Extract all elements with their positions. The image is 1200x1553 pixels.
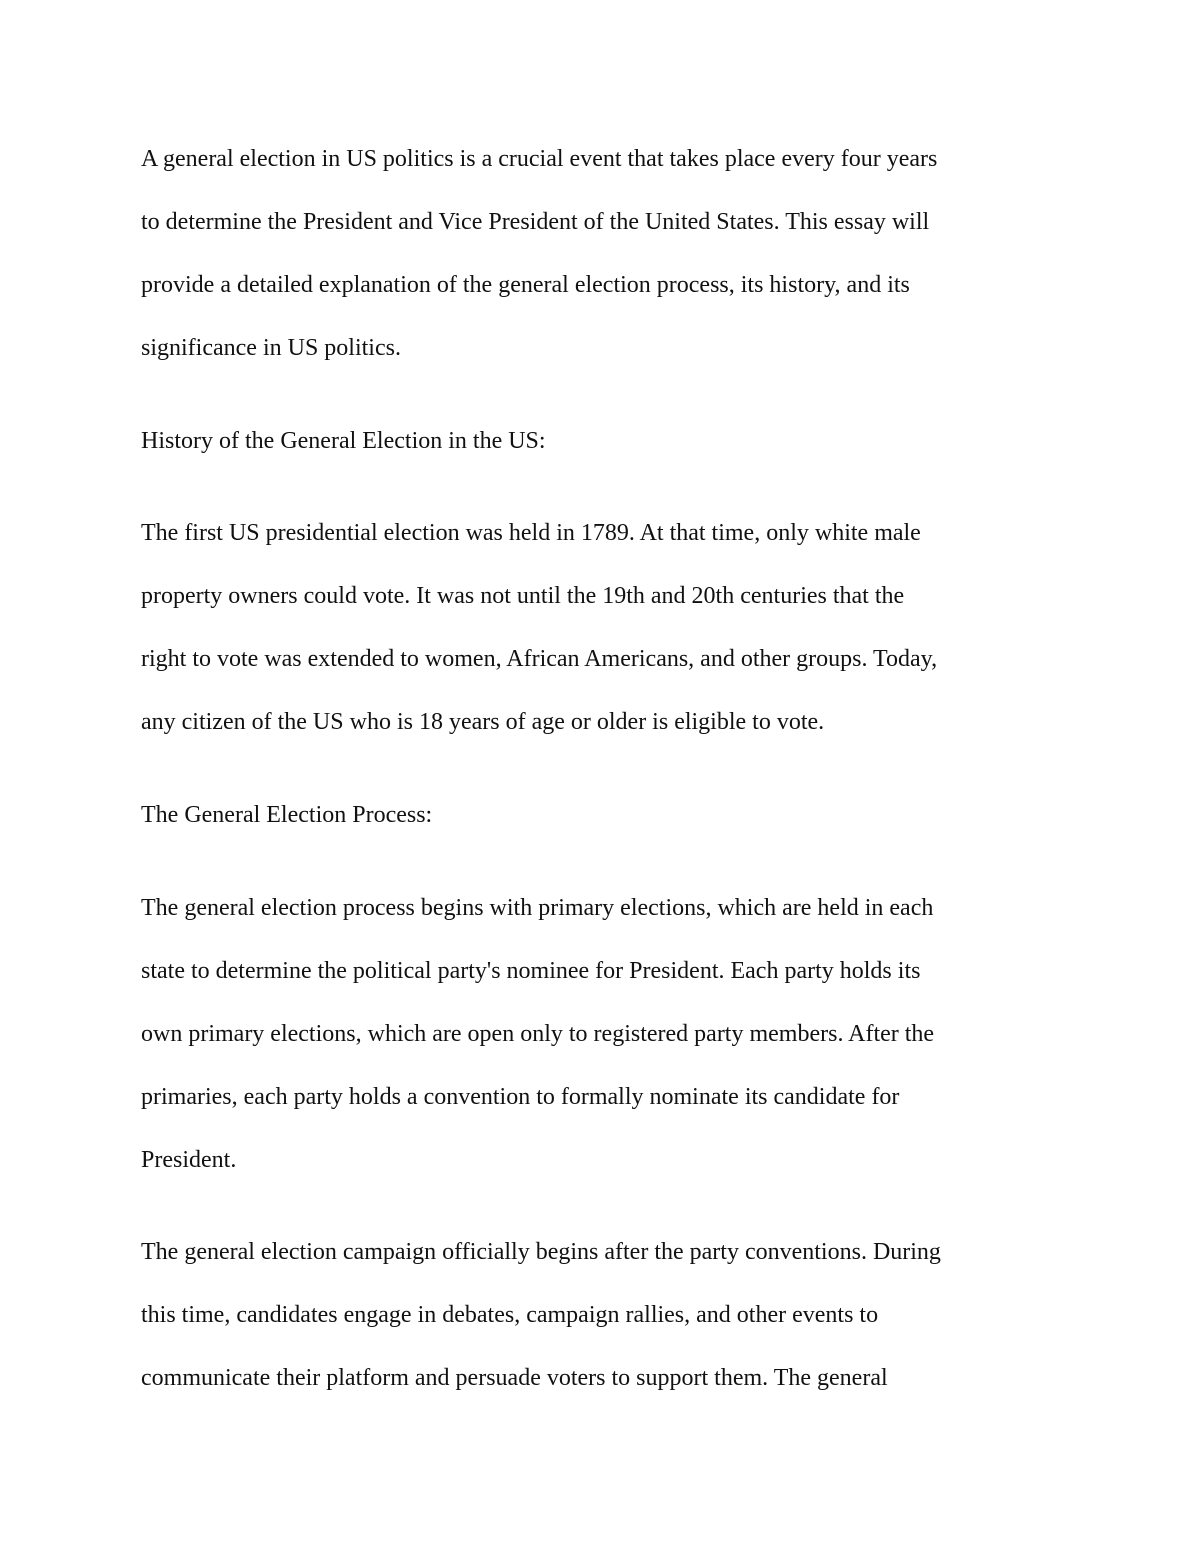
essay-line: own primary elections, which are open only to registered party members. After the <box>141 1021 935 1047</box>
essay-line: The general election process begins with primary elections, which are held in each <box>141 895 934 921</box>
essay-line: state to determine the political party's nominee for President. Each party holds its <box>141 958 921 984</box>
essay-line: significance in US politics. <box>141 335 401 361</box>
essay-line: provide a detailed explanation of the general election process, its history, and its <box>141 272 910 298</box>
essay-line: any citizen of the US who is 18 years of age or older is eligible to vote. <box>141 709 825 735</box>
essay-line: communicate their platform and persuade voters to support them. The general <box>141 1365 888 1391</box>
essay-line: this time, candidates engage in debates, campaign rallies, and other events to <box>141 1302 879 1328</box>
essay-line: right to vote was extended to women, African Americans, and other groups. Today, <box>141 646 938 672</box>
essay-line: The first US presidential election was held in 1789. At that time, only white male <box>141 520 921 546</box>
essay-line: to determine the President and Vice President of the United States. This essay will <box>141 209 930 235</box>
section-heading: The General Election Process: <box>141 802 433 828</box>
essay-line: The general election campaign officially begins after the party conventions. During <box>141 1239 941 1265</box>
essay-line: property owners could vote. It was not until the 19th and 20th centuries that the <box>141 583 905 609</box>
section-heading: History of the General Election in the US: <box>141 428 546 454</box>
essay-line: A general election in US politics is a crucial event that takes place every four years <box>141 146 938 172</box>
essay-line: President. <box>141 1147 237 1173</box>
essay-line: primaries, each party holds a convention to formally nominate its candidate for <box>141 1084 900 1110</box>
